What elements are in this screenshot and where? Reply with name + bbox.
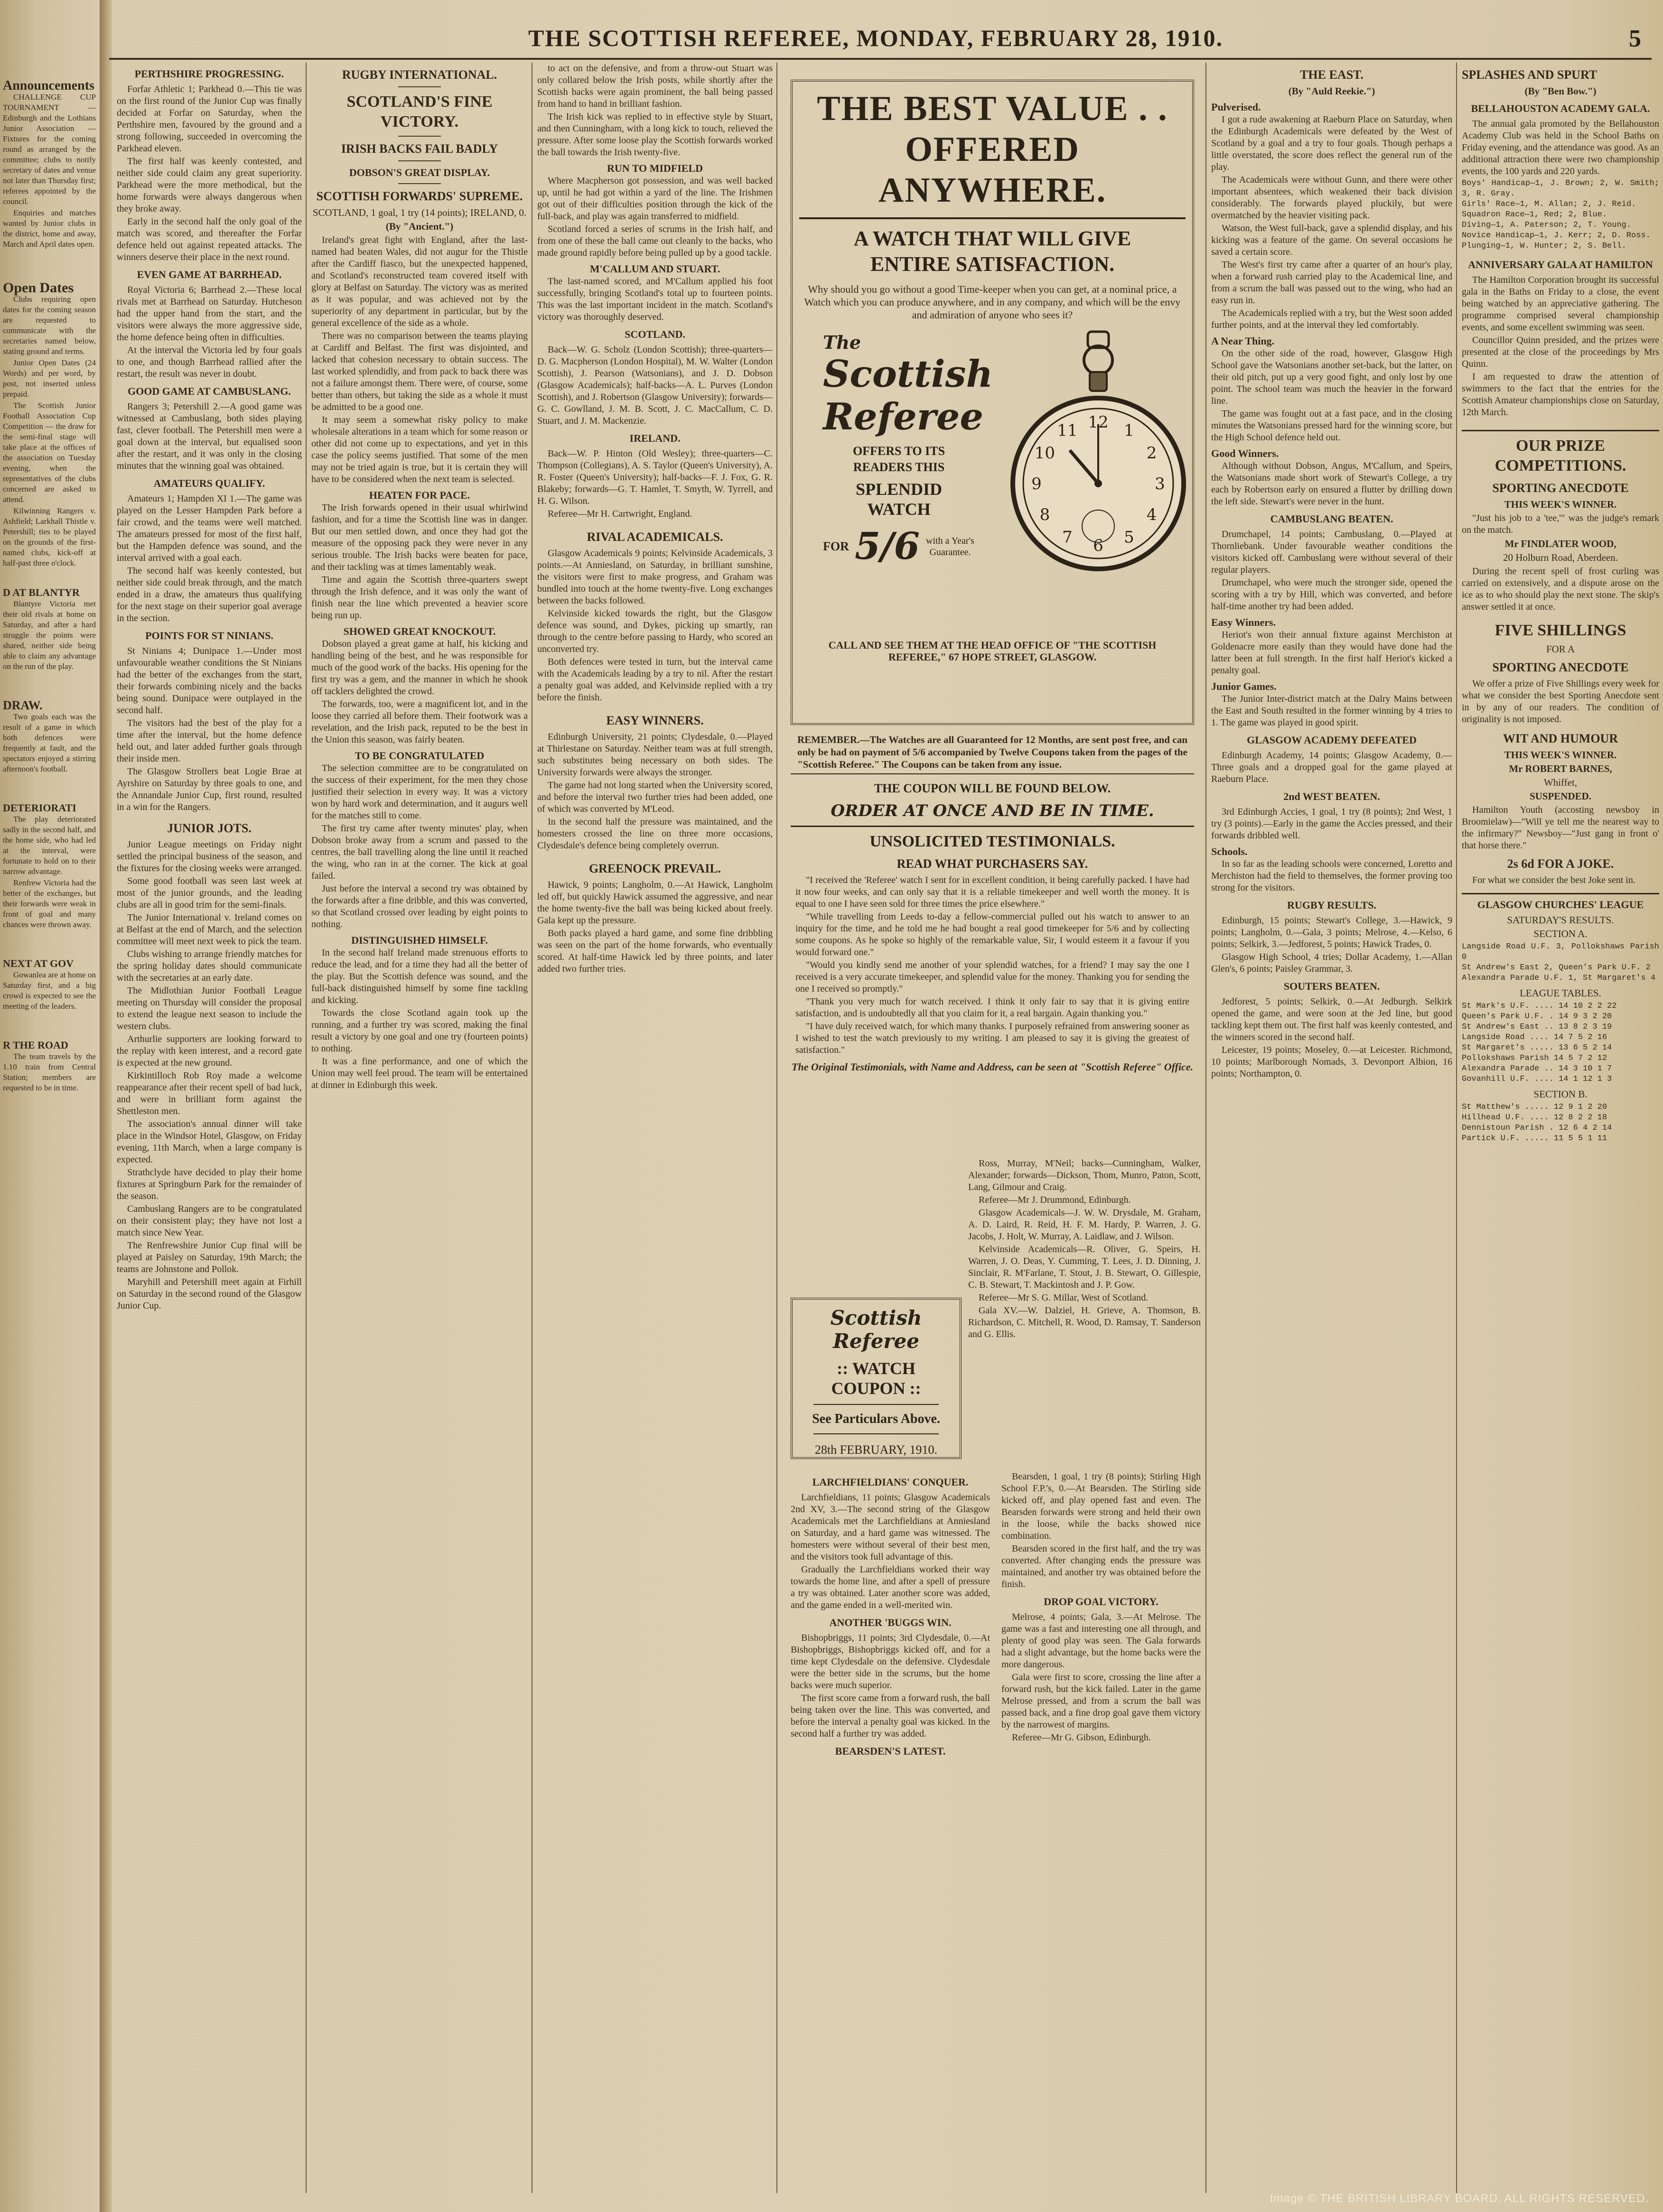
- side-distinguished: DISTINGUISHED HIMSELF.: [351, 934, 488, 946]
- ad-lead: Why should you go without a good Time-keeper when you can get, at a nominal price, a Watch which you can produce anywhere, and in any company, and which will be the envy and admiration of anyone who sees it?: [804, 283, 1181, 321]
- watch-advertisement: [791, 80, 1194, 725]
- ad-offers: OFFERS TO ITS READERS THIS: [852, 444, 945, 474]
- side-pulverised: Pulverised.: [1211, 101, 1261, 113]
- anecdote-winner-name: Mr FINDLATER WOOD,: [1504, 538, 1616, 549]
- wit-winner-name: Mr ROBERT BARNES,: [1509, 763, 1612, 774]
- heading-greenock-prevail: GREENOCK PREVAIL.: [589, 862, 721, 875]
- watch-numeral: 2: [1146, 444, 1157, 463]
- left-draw: DRAW.: [3, 698, 43, 712]
- left-open-dates: Open Dates: [3, 280, 74, 296]
- ad-brand: Scottish Referee: [823, 353, 993, 438]
- heading-wit-humour: WIT AND HUMOUR: [1503, 732, 1618, 745]
- watch-numeral: 12: [1088, 413, 1109, 432]
- heading-souters: SOUTERS BEATEN.: [1283, 980, 1380, 992]
- section-a-label: SECTION A.: [1533, 928, 1588, 939]
- watch-numeral: 11: [1057, 421, 1078, 440]
- ad-call: CALL AND SEE THEM AT THE HEAD OFFICE OF "THE SCOTTISH REFEREE," 67 HOPE STREET, GLASGOW.: [828, 639, 1157, 663]
- heading-forwards: SCOTTISH FORWARDS' SUPREME.: [316, 189, 523, 203]
- heading-buggs: ANOTHER 'BUGGS WIN.: [829, 1617, 952, 1628]
- pocket-watch-illustration: [1008, 327, 1188, 621]
- column-3: to act on the defensive, and from a throw-out Stuart was only collared below the Irish posts, while shortly after the Scottish backs were again prominent, the ball being passed from hand to hand in brilliant fashion. The Irish kick was replied to in effective style by Stuart, and then Cunningham, with a long kick to touch, relieved the pressure. After some loose play the Scottish forwards worked the ball towards the Irish twenty-five. RUN TO MIDFIELD Where Macpherson got possession, and was well backed up, until he had got within a yard of the line. The Irishmen got out of their difficulties position through the kick of the full-back, and play was again transferred to midfield. Scotland forced a series of scrums in the Irish half, and from one of these the ball came out cleanly to the backs, who made ground rapidly before being pulled up by a good tackle. M'CALLUM AND STUART. The last-named scored, and M'Callum applied his foot successfully, bringing Scotland's total up to fourteen points. This was the last important incident in the match. Scotland's victory was thoroughly deserved. SCOTLAND. Back—W. G. Scholz (London Scottish); three-quarters—D. G. Macpherson (London Hospital), M. W. Walter (London Scottish), J. Pearson (Watsonians), and J. D. Dobson (Glasgow Academicals); half-backs—A. L. Purves (London Scottish), and J. Robertson (Glasgow University); forwards—G. C. Gowlland, J. M. B. Scott, J. C. MacCallum, C. D. Stuart, and J. M. Mackenzie. IRELAND. Back—W. P. Hinton (Old Wesley); three-quarters—C. Thompson (Collegians), A. S. Taylor (Queen's University), A. R. Foster (Queen's University); half-backs—F. J. Fox, G. R. Blakeby; forwards—G. T. Hamlet, T. Smyth, W. Tyrrell, and H. G. Wilson. Referee—Mr H. Cartwright, England. RIVAL ACADEMICALS. Glasgow Academicals 9 points; Kelvinside Academicals, 3 points.—At Anniesland, on Saturday, in brilliant sunshine, the visitors were first to make progress, and Graham was bundled into touch at the home twenty-five. Long exchanges between the backs followed. Kelvinside kicked towards the right, but the Glasgow defence was sound, and Dykes, picking up smartly, ran through to the centre before passing to Hardy, who scored an unconverted try. Both defences were tested in turn, but the interval came with the Academicals leading by a try to nil. After the restart a penalty goal was added, and Kelvinside replied with a try before the finish. EASY WINNERS. Edinburgh University, 21 points; Clydesdale, 0.—Played at Thirlestane on Saturday. Neither team was at full strength, such substitutes being necessary on both sides. The University forwards were always the stronger. The game had not long started when the University scored, and before the interval two further tries had been added, one of which was converted by M'Leod. In the second half the pressure was maintained, and the homesters crossed the line on three more occasions, Clydesdale's defence being completely overrun. GREENOCK PREVAIL. Hawick, 9 points; Langholm, 0.—At Hawick, Langholm led off, but quickly Hawick assumed the aggressive, and near the home twenty-five the ball was being kicked about freely. Gala kept up the pressure. Both packs played a hard game, and some fine dribbling was seen on the part of the home forwards, who eventually scored. At half-time Hawick led by three points, and later added two further tries.: [537, 63, 773, 974]
- side-junior-games: Junior Games.: [1211, 680, 1277, 692]
- heading-churches-league: GLASGOW CHURCHES' LEAGUE: [1462, 893, 1659, 911]
- anecdote-winner-label: THIS WEEK'S WINNER.: [1504, 499, 1617, 510]
- heading-sporting-anecdote: SPORTING ANECDOTE: [1492, 481, 1629, 495]
- column-rule: [776, 63, 777, 2193]
- heading-rival-academicals: RIVAL ACADEMICALS.: [587, 530, 723, 544]
- masthead-rule: [109, 58, 1652, 60]
- heading-rule: [398, 160, 441, 161]
- left-roads: R THE ROAD: [3, 1039, 68, 1051]
- ad-remember: REMEMBER.—The Watches are all Guaranteed for 12 Months, are sent post free, and can only be had on payment of 5/6 accompanied by Twelve Coupons taken from the pages of the "Scottish Referee." The Coupons can be taken from any issue.: [791, 731, 1194, 774]
- page-number: 5: [1629, 25, 1642, 52]
- coupon-rule: [813, 1404, 939, 1405]
- heading-larchfield: LARCHFIELDIANS' CONQUER.: [812, 1476, 969, 1488]
- ad-rule: [799, 217, 1186, 219]
- side-schools: Schools.: [1211, 846, 1248, 857]
- heading-rule: [398, 86, 441, 87]
- left-next-at: NEXT AT GOV: [3, 957, 74, 969]
- heading-cambuslang-beaten: CAMBUSLANG BEATEN.: [1270, 513, 1393, 525]
- watch-numeral: 10: [1034, 444, 1056, 463]
- ad-for: FOR: [823, 539, 849, 553]
- coupon-title: :: WATCH COUPON ::: [831, 1359, 921, 1398]
- section-b-label: SECTION B.: [1533, 1088, 1588, 1100]
- heading-the-east: THE EAST.: [1300, 68, 1364, 82]
- binding-gutter: [100, 0, 112, 2212]
- masthead-title: THE SCOTTISH REFEREE, MONDAY, FEBRUARY 28, 1910.: [528, 25, 1223, 51]
- heading-rugby-international: RUGBY INTERNATIONAL.: [342, 68, 497, 82]
- heading-bearsden: BEARSDEN'S LATEST.: [835, 1745, 946, 1757]
- column-rule: [306, 63, 307, 2193]
- ad-rule: [791, 826, 1194, 827]
- heading-cambuslang: GOOD GAME AT CAMBUSLANG.: [128, 385, 291, 397]
- heading-rule: [398, 136, 441, 137]
- wit-winner-address: Whiffet,: [1543, 777, 1578, 788]
- heading-dobson: DOBSON'S GREAT DISPLAY.: [349, 167, 490, 178]
- heading-splashes: SPLASHES AND SPURT: [1462, 68, 1598, 82]
- watch-numeral: 5: [1124, 528, 1134, 547]
- heading-ninians: POINTS FOR ST NINIANS.: [145, 630, 273, 641]
- heading-anniversary-gala: ANNIVERSARY GALA AT HAMILTON: [1468, 259, 1653, 270]
- column-4-right: Ross, Murray, M'Neil; backs—Cunningham, Walker, Alexander; forwards—Dickson, Thom, Munro, Paton, Scott, Lang, Gilmour and Craig. Referee—Mr J. Drummond, Edinburgh. Glasgow Academicals—J. W. W. Drysdale, M. Graham, A. D. Laird, R. Reid, H. F. M. Hardy, P. Warren, J. G. Jacobs, J. Holt, W. Murray, A. Laidlaw, and J. Wilson. Kelvinside Academicals—R. Oliver, G. Speirs, H. Warren, J. O. Deas, Y. Cumming, T. Lees, J. D. Dinning, J. Sinclair, R. M'Farlane, T. Stout, J. B. Stewart, O. Gillespie, C. B. Stewart, T. Mackintosh and J. P. Gow. Referee—Mr S. G. Millar, West of Scotland. Gala XV.—W. Dalziel, H. Grieve, A. Thomson, B. Richardson, C. Mitchell, R. Wood, D. Ramsay, T. Sanderson and G. Ellis.: [968, 1158, 1201, 1339]
- ad-brand-the: The: [823, 332, 861, 353]
- side-easy-winners: Easy Winners.: [1211, 616, 1276, 628]
- byline-ancient: (By "Ancient."): [385, 221, 454, 232]
- ad-headline-4: ENTIRE SATISFACTION.: [870, 252, 1115, 276]
- watch-numeral: 3: [1155, 474, 1165, 493]
- heading-amateurs: AMATEURS QUALIFY.: [153, 477, 265, 489]
- byline-ben-bow: (By "Ben Bow."): [1524, 85, 1597, 97]
- heading-five-shillings: FIVE SHILLINGS: [1495, 622, 1626, 639]
- watch-coupon: [791, 1298, 962, 1459]
- ad-continued: [791, 731, 1194, 1073]
- heading-drop-goal: DROP GOAL VICTORY.: [1044, 1596, 1158, 1608]
- saturday-results-label: SATURDAY'S RESULTS.: [1507, 914, 1614, 926]
- coupon-date: 28th FEBRUARY, 1910.: [814, 1443, 938, 1457]
- watch-numeral: 7: [1062, 528, 1073, 547]
- ad-body: [799, 327, 1186, 635]
- league-table-a: St Mark's U.F. .... 14 10 2 2 22 Queen's Park U.F. . 14 9 3 2 20 St Andrew's East .. 13 8 2 3 19 Langside Road .... 14 7 5 2 16 St Margaret's ..... 13 6 5 2 14 Pollokshaws Parish 14 5 7 2 12 Alexandra Parade .. 14 3 10 1 7 Govanhill U.F. .... 14 1 12 1 3: [1462, 1002, 1617, 1084]
- league-tables-label: LEAGUE TABLES.: [1520, 987, 1601, 999]
- heading-irish-backs: IRISH BACKS FAIL BADLY: [341, 142, 498, 156]
- byline-auld-reekie: (By "Auld Reekie."): [1288, 85, 1375, 97]
- side-good-winners: Good Winners.: [1211, 447, 1279, 459]
- heading-2nd-west: 2nd WEST BEATEN.: [1283, 790, 1380, 802]
- heading-sporting-anecdote-2: SPORTING ANECDOTE: [1492, 660, 1629, 674]
- ad-guarantee: with a Year's Guarantee.: [926, 535, 974, 558]
- heading-scotland-victory: SCOTLAND'S FINE VICTORY.: [346, 93, 493, 130]
- anecdote-winner-address: 20 Holburn Road, Aberdeen.: [1503, 552, 1618, 563]
- heading-prize-competitions: OUR PRIZE COMPETITIONS.: [1462, 430, 1659, 476]
- column-6: SPLASHES AND SPURT (By "Ben Bow.") BELLAHOUSTON ACADEMY GALA. The annual gala promoted by the Bellahouston Academy Club was held in the School Baths on Friday evening, and the attendance was good. As an additional attraction there were two championship events, the 100 yards and 220 yards. Boys' Handicap—1, J. Brown; 2, W. Smith; 3, R. Gray. Girls' Race—1, M. Allan; 2, J. Reid. Squadron Race—1, Red; 2, Blue. Diving—1, A. Paterson; 2, T. Young. Novice Handicap—1, J. Kerr; 2, D. Ross. Plunging—1, W. Hunter; 2, S. Bell. ANNIVERSARY GALA AT HAMILTON The Hamilton Corporation brought its successful gala in the Baths on Friday to a close, the event being watched by an appreciative gathering. The programme comprised several championship events, and some excellent swimming was seen. Councillor Quinn presided, and the prizes were presented at the close of the proceedings by Mrs Quinn. I am requested to draw the attention of swimmers to the fact that the entries for the Scottish Amateur championships close on Saturday, 12th March. OUR PRIZE COMPETITIONS. SPORTING ANECDOTE THIS WEEK'S WINNER. "Just his job to a 'tee,'" was the judge's remark on the match. Mr FINDLATER WOOD, 20 Holburn Road, Aberdeen. During the recent spell of frost curling was carried on extensively, and a dispute arose on the ice as to who should play the next stone. The skip's answer settled it at once. FIVE SHILLINGS FOR A SPORTING ANECDOTE We offer a prize of Five Shillings every week for what we consider the best Sporting Anecdote sent in by any of our readers. The condition of originality is not imposed. WIT AND HUMOUR THIS WEEK'S WINNER. Mr ROBERT BARNES, Whiffet, SUSPENDED. Hamilton Youth (accosting newsboy in Broomielaw)—"Will ye tell me the nearest way to the infirmary?" Newsboy—"Just gang in front o' that horse there." 2s 6d FOR A JOKE. For what we consider the best Joke sent in. GLASGOW CHURCHES' LEAGUE SATURDAY'S RESULTS. SECTION A. Langside Road U.F. 3, Pollokshaws Parish 0 St Andrew's East 2, Queen's Park U.F. 2 Alexandra Parade U.F. 1, St Margaret's 4 LEAGUE TABLES. St Mark's U.F. .... 14 10 2 2 22 Queen's Park U.F. . 14 9 3 2 20 St Andrew's East .. 13 8 2 3 19 Langside Road .... 14 7 5 2 16 St Margaret's ..... 13 6 5 2 14 Pollokshaws Parish 14 5 7 2 12 Alexandra Parade .. 14 3 10 1 7 Govanhill U.F. .... 14 1 12 1 3 SECTION B. St Matthew's ..... 12 9 1 2 20 Hillhead U.F. .... 12 8 2 2 18 Dennistoun Parish . 12 6 4 2 14 Partick U.F. ..... 11 5 5 1 11: [1462, 68, 1659, 1143]
- heading-rule: [398, 183, 441, 184]
- left-deteriorated: DETERIORATI: [3, 802, 76, 814]
- side-beaten-pace: HEATEN FOR PACE.: [369, 489, 470, 501]
- ad-brand-block: [823, 332, 993, 568]
- ad-coupon-below: THE COUPON WILL BE FOUND BELOW.: [874, 781, 1111, 795]
- heading-rugby-results: RUGBY RESULTS.: [1287, 899, 1376, 911]
- ad-read: READ WHAT PURCHASERS SAY.: [897, 857, 1088, 871]
- column-rule: [532, 63, 533, 2193]
- heading-bellahouston: BELLAHOUSTON ACADEMY GALA.: [1471, 102, 1650, 114]
- side-knockout: SHOWED GREAT KNOCKOUT.: [343, 625, 496, 637]
- ad-price: 5/6: [854, 525, 920, 568]
- column-5: THE EAST. (By "Auld Reekie.") Pulverised. I got a rude awakening at Raeburn Place on Saturday, when the Edinburgh Academicals were defeated by the West of Scotland by a goal and a try to four goals. Though perhaps a little overstated, the score does reflect the general run of the play. The Academicals were without Gunn, and there were other important absentees, which weakened their back division considerably. The forwards played pluckily, but were overmatched by the heavier visiting pack. Watson, the West full-back, gave a splendid display, and his kicking was a feature of the game. On several occasions he saved a certain score. The West's first try came after a quarter of an hour's play, when a forward rush carried play to the Academical line, and from a scrum the ball was passed out to the wing, who had an easy run in. The Academicals replied with a try, but the West soon added further points, and at the interval they led comfortably. A Near Thing. On the other side of the road, however, Glasgow High School gave the Watsonians another set-back, but the latter, on their old pitch, put up a very good fight, and only lost by one point. The school team was much the heavier in the forward line. The game was fought out at a fast pace, and in the closing minutes the Watsonians pressed hard for the winning score, but the High School defence held out. Good Winners. Although without Dobson, Angus, M'Callum, and Speirs, the Watsonians made short work of Stewart's College, a try each by Robertson early on ensured a flutter by drilling down the left side. Stewart's were never in the hunt. CAMBUSLANG BEATEN. Drumchapel, 14 points; Cambuslang, 0.—Played at Thornliebank. Under favourable weather conditions the visitors kicked off. Cambuslang were without several of their regular players. Drumchapel, who were much the stronger side, opened the scoring with a try by Hill, which was converted, and before half-time another try had been added. Easy Winners. Heriot's won their annual fixture against Merchiston at Goldenacre more easily than they would have done had the latter been at full strength. In the first half Heriot's kicked a penalty goal. Junior Games. The Junior Inter-district match at the Dalry Mains between the East and South resulted in the former winning by 4 tries to 1. The game was played in good spirit. GLASGOW ACADEMY DEFEATED Edinburgh Academy, 14 points; Glasgow Academy, 0.—Three goals and a dropped goal for the game played at Raeburn Place. 2nd WEST BEATEN. 3rd Edinburgh Accies, 1 goal, 1 try (8 points); 2nd West, 1 try (3 points).—Early in the game the Accies pressed, and their forwards dribbled well. Schools. In so far as the leading schools were concerned, Loretto and Merchiston had the field to themselves, the former proving too strong for the visitors. RUGBY RESULTS. Edinburgh, 15 points; Stewart's College, 3.—Hawick, 9 points; Langholm, 0.—Gala, 3 points; Melrose, 4.—Kelso, 6 points; Selkirk, 3.—Jedforest, 5 points; Hawick Trades, 0. Glasgow High School, 4 tries; Dollar Academy, 1.—Allan Glen's, 6 points; Paisley Grammar, 3. SOUTERS BEATEN. Jedforest, 5 points; Selkirk, 0.—At Jedburgh. Selkirk opened the game, and were soon at the Jed line, but good tackling kept them out. The first half was keenly contested, and the winners scored in the second half. Leicester, 19 points; Moseley, 0.—at Leicester. Richmond, 10 points; Marlborough Nomads, 3. Devonport Albion, 16 points; Northampton, 0.: [1211, 68, 1452, 1079]
- column-rule: [1205, 63, 1206, 2193]
- heading-barrhead: EVEN GAME AT BARRHEAD.: [137, 269, 282, 280]
- churches-results: Langside Road U.F. 3, Pollokshaws Parish 0 St Andrew's East 2, Queen's Park U.F. 2 Alexandra Parade U.F. 1, St Margaret's 4: [1462, 942, 1659, 983]
- suspended-label: SUSPENDED.: [1529, 790, 1592, 802]
- left-blantyre: D AT BLANTYR: [3, 586, 80, 598]
- column-4-lower: LARCHFIELDIANS' CONQUER. Larchfieldians, 11 points; Glasgow Academicals 2nd XV, 3.—The second string of the Glasgow Academicals met the Larchfieldians at Anniesland on Saturday, and a hard game was witnessed. The homesters were without several of their best men, and the visitors took full advantage of this. Gradually the Larchfieldians worked their way towards the home line, and after a spell of pressure a try was obtained. Later another score was added, and the game ended in a well-merited win. ANOTHER 'BUGGS WIN. Bishopbriggs, 11 points; 3rd Clydesdale, 0.—At Bishopbriggs, Bishopbriggs kicked off, and for a time kept Clydesdale on the defensive. Clydesdale were the better side in the scrums, but the home backs were much superior. The first score came from a forward rush, the ball being taken over the line. This was converted, and before the interval a penalty goal was kicked. In the second half a further try was added. BEARSDEN'S LATEST. Bearsden, 1 goal, 1 try (8 points); Stirling High School F.P.'s, 0.—At Bearsden. The Stirling side kicked off, and play opened fast and even. The Bearsden forwards were strong and held their own in the loose, while the backs showed nice combination. Bearsden scored in the first half, and the try was converted. After changing ends the pressure was maintained, and another try was obtained before the finish. DROP GOAL VICTORY. Melrose, 4 points; Gala, 3.—At Melrose. The game was a fast and interesting one all through, and plenty of good play was seen. The Gala forwards had a slight advantage, but the home backs were the more dangerous. Gala were first to score, crossing the line after a forward rush, but the kick failed. Later in the game Melrose pressed, and from a scrum the ball was passed back, and a fine drop goal gave them victory by the narrowest of margins. Referee—Mr G. Gibson, Edinburgh.: [791, 1471, 1201, 1757]
- column-1: PERTHSHIRE PROGRESSING. Forfar Athletic 1; Parkhead 0.—This tie was on the first round of the Junior Cup was finally decided at Forfar on Saturday, when the Perthshire men, favoured by the ground and a strong following, succeeded in overcoming the Parkhead eleven. The first half was keenly contested, and neither side could claim any great superiority. Parkhead were the more methodical, but the home forwards were always dangerous when they broke away. Early in the second half the only goal of the match was scored, and thereafter the Forfar defence held out against repeated attacks. The winners deserve their place in the next round. EVEN GAME AT BARRHEAD. Royal Victoria 6; Barrhead 2.—These local rivals met at Barrhead on Saturday. Hutcheson had the upper hand from the start, and the visitors were always the more aggressive side, the home defence being often in difficulties. At the interval the Victoria led by four goals to one, and though Barrhead rallied after the restart, the result was never in doubt. GOOD GAME AT CAMBUSLANG. Rangers 3; Petershill 2.—A good game was witnessed at Cambuslang, both sides playing fast, clever football. The Petershill men were a goal down at the interval, but equalised soon after the restart, and it was only in the closing minutes that the winning goal was obtained. AMATEURS QUALIFY. Amateurs 1; Hampden XI 1.—The game was played on the Lesser Hampden Park before a fair crowd, and the teams were well matched. The amateurs pressed for most of the first half, but the Hampden defence was sound, and the interval arrived with a goal each. The second half was keenly contested, but neither side could break through, and the match ended in a draw, the amateurs thus qualifying for the next stage on their superior goal average in the section. POINTS FOR ST NINIANS. St Ninians 4; Dunipace 1.—Under most unfavourable weather conditions the St Ninians had the better of the exchanges from the start, their forwards combining nicely and the backs being sound. Dunipace were outplayed in the second half. The visitors had the best of the play for a time after the interval, but the home defence held out, and later added further goals through their inside men. The Glasgow Strollers beat Logie Brae at Ayrshire on Saturday by three goals to one, and the Annandale Junior Cup, first round, resulted in a win for the Rangers. JUNIOR JOTS. Junior League meetings on Friday night settled the principal business of the season, and the fixtures for the closing weeks were arranged. Some good football was seen last week at most of the junior grounds, and the leading clubs are all in good trim for the semi-finals. The Junior International v. Ireland comes on at Belfast at the end of March, and the selection committee will meet next week to pick the team. Clubs wishing to arrange friendly matches for the spring holiday dates should communicate with the secretaries at an early date. The Midlothian Junior Football League meeting on Thursday will consider the proposal to extend the league next season to include the western clubs. Arthurlie supporters are looking forward to the replay with keen interest, and a record gate is expected at the new ground. Kirkintilloch Rob Roy made a welcome reappearance after their recent spell of bad luck, and were in brilliant form against the Shettleston men. The association's annual dinner will take place in the Windsor Hotel, Glasgow, on Friday evening, 11th March, when a large company is expected. Strathclyde have decided to play their home fixtures at Springburn Park for the remainder of the season. Cambuslang Rangers are to be congratulated on their consistent play; they have not lost a match since New Year. The Renfrewshire Junior Cup final will be played at Paisley on Saturday, 19th March; the teams are Johnstone and Pollok. Maryhill and Petershill meet again at Firhill on Saturday in the second round of the Glasgow Junior Cup.: [117, 68, 302, 1311]
- side-mcallum: M'CALLUM AND STUART.: [589, 263, 720, 275]
- heading-perthshire: PERTHSHIRE PROGRESSING.: [134, 68, 284, 80]
- heading-junior-jots: JUNIOR JOTS.: [167, 821, 252, 835]
- masthead: [109, 19, 1642, 57]
- ad-testimonials: UNSOLICITED TESTIMONIALS.: [869, 833, 1115, 850]
- ad-price-row: [823, 525, 975, 568]
- ad-originals: The Original Testimonials, with Name and Address, can be seen at "Scottish Referee" Office.: [791, 1061, 1194, 1073]
- ad-headline-3: A WATCH THAT WILL GIVE: [853, 227, 1131, 250]
- match-score: SCOTLAND, 1 goal, 1 try (14 points); IRELAND, 0.: [312, 207, 527, 218]
- coupon-brand: Scottish Referee: [830, 1306, 922, 1353]
- watch-numeral: 1: [1124, 421, 1134, 440]
- watch-numeral: 6: [1093, 536, 1103, 555]
- column-rule: [1456, 63, 1457, 2193]
- ad-testimonial-list: "I received the 'Referee' watch I sent for in excellent condition, it being carefully packed. I have had it now four weeks, and can only say that it is a reliable timekeeper and well worth the money. It is equal to one I have seen sold for three times the price elsewhere." "While travelling from Leeds to-day a fellow-commercial pulled out his watch to answer to an inquiry for the time, and he told me he had bought a real good timekeeper for 5/6 and by collecting some coupons. As he spoke so highly of the remarkable value, Sir, I would esteem it a favour if you would forward one." "Would you kindly send me another of your splendid watches, for a friend? I may say the one I received is a very accurate timekeeper, and splendid value for the money. Thanking you for sending the one I received so promptly." "Thank you very much for watch received. I think it only fair to say that it is giving entire satisfaction, and is undoubtedly all that you claim for it, a real bargain. Again thanking you." "I have duly received watch, for which many thanks. I purposely refrained from answering sooner as I wished to test the watch previously to my writing. I am pleased to say it is giving the greatest of satisfaction.": [795, 875, 1189, 1055]
- league-table-b: St Matthew's ..... 12 9 1 2 20 Hillhead U.F. .... 12 8 2 2 18 Dennistoun Parish . 12 6 4 2 14 Partick U.F. ..... 11 5 5 1 11: [1462, 1103, 1612, 1143]
- ad-headline-1: THE BEST VALUE . .: [817, 89, 1168, 128]
- teams-scotland: SCOTLAND.: [625, 328, 685, 340]
- heading-joke-prize: 2s 6d FOR A JOKE.: [1507, 857, 1614, 871]
- column-2: RUGBY INTERNATIONAL. SCOTLAND'S FINE VICTORY. IRISH BACKS FAIL BADLY DOBSON'S GREAT DISPLAY. SCOTTISH FORWARDS' SUPREME. SCOTLAND, 1 goal, 1 try (14 points); IRELAND, 0. (By "Ancient.") Ireland's great fight with England, after the last-named had beaten Wales, did not augur for the Thistle after the Cardiff fiasco, but the unexpected happened, and Scotland's reconstructed team covered itself with glory at Belfast on Saturday. The victory was as merited as it was popular, and was achieved not by the superiority of any department in particular, but by the general excellence of the side as a whole. There was no comparison between the teams playing at Cardiff and Belfast. The first was disjointed, and lacked that cohesion necessary to obtain success. The last worked splendidly, and from pack to back there was not a failure amongst them. There were, of course, some better than others, but taking the side as a whole it must be admitted to be a good one. It may seem a somewhat risky policy to make wholesale alterations in a team which for some reason or other did not come up to expectations, and yet in this case the policy seems justified. That some of the men may not be tried again is true, but it is certain they will have to be considered when the next team is selected. HEATEN FOR PACE. The Irish forwards opened in their usual whirlwind fashion, and for a time the Scottish line was in danger. But our men settled down, and once they had got the measure of the opposing pack they were never in any serious trouble. The Irish backs were beaten for pace, and their tackling was at times lamentably weak. Time and again the Scottish three-quarters swept through the Irish defence, and it was only the want of finish near the line which prevented a heavier score being run up. SHOWED GREAT KNOCKOUT. Dobson played a great game at half, his kicking and handling being of the best, and he was responsible for much of the good work of the backs. His opening for the first try was a gem, and the manner in which he shook off tacklers delighted the crowd. The forwards, too, were a magnificent lot, and in the loose they carried all before them. Their footwork was a revelation, and the Irish pack, reputed to be the best in the Union this season, was fairly beaten. TO BE CONGRATULATED The selection committee are to be congratulated on the success of their experiment, for the men they chose justified their selection in every way. It was a victory won by hard work and determination, and it augurs well for the matches still to come. The first try came after twenty minutes' play, when Dobson broke away from a scrum and passed to the centres, the ball travelling along the line until it reached the wing, who ran in at the corner. The kick at goal failed. Just before the interval a second try was obtained by the forwards after a fine dribble, and this was converted, so that Scotland crossed over leading by eight points to nothing. DISTINGUISHED HIMSELF. In the second half Ireland made strenuous efforts to reduce the lead, and for a time they had all the better of the play. But the Scottish defence was sound, and the full-back distinguished himself by some fine tackling and kicking. Towards the close Scotland again took up the running, and a further try was scored, making the final result a victory by one goal and one try (fourteen points) to nothing. It was a fine performance, and one of which the Union may well feel proud. The team will be entertained at dinner in Edinburgh this week.: [311, 68, 528, 1090]
- gala-results: Boys' Handicap—1, J. Brown; 2, W. Smith; 3, R. Gray. Girls' Race—1, M. Allan; 2, J. Reid. Squadron Race—1, Red; 2, Blue. Diving—1, A. Paterson; 2, T. Young. Novice Handicap—1, J. Kerr; 2, D. Ross. Plunging—1, W. Hunter; 2, S. Bell.: [1462, 179, 1659, 251]
- copyright-credit: Image © THE BRITISH LIBRARY BOARD. ALL RIGHTS RESERVED.: [1270, 2192, 1649, 2205]
- ad-order: ORDER AT ONCE AND BE IN TIME.: [831, 801, 1154, 820]
- ad-headline-2: OFFERED ANYWHERE.: [878, 130, 1107, 210]
- left-announcements: Announcements: [3, 78, 94, 93]
- for-a-label: FOR A: [1546, 643, 1575, 655]
- left-page-edge: Announcements CHALLENGE CUP TOURNAMENT — Edinburgh and the Lothians Junior Association — Fixtures for the coming round as arranged by the committee; clubs to notify secretary of dates and venue not later than Thursday first; referees appointed by the council. Enquiries and matches wanted by Junior clubs in the district, home and away, March and April dates open. Open Dates Clubs requiring open dates for the coming season are requested to communicate with the secretaries named below, stating ground and terms. Junior Open Dates (24 Words) and per word, by post, not inserted unless prepaid. The Scottish Junior Football Association Cup Competition — the draw for the semi-final stage will take place at the offices of the association on Tuesday evening, when the representatives of the clubs concerned are asked to attend. Kilwinning Rangers v. Ashfield; Larkhall Thistle v. Petershill; ties to be played on the grounds of the first-named clubs, kick-off at half-past three o'clock. D AT BLANTYR Blantyre Victoria met their old rivals at home on Saturday, and after a hard struggle the points were shared, neither side being able to claim any advantage on the run of the play. DRAW. Two goals each was the result of a game in which both defences were frequently at fault, and the spectators enjoyed a stirring afternoon's football. DETERIORATI The play deteriorated sadly in the second half, and the home side, who had led at the interval, were fortunate to hold on to their narrow advantage. Renfrew Victoria had the better of the exchanges, but their forwards were weak in front of goal and many chances were thrown away. NEXT AT GOV Gowanlea are at home on Saturday first, and a big crowd is expected to see the meeting of the leaders. R THE ROAD The team travels by the 1.10 train from Central Station; members are requested to be in time.: [3, 78, 96, 1092]
- coupon-see: See Particulars Above.: [812, 1412, 940, 1426]
- heading-glasgow-academy: GLASGOW ACADEMY DEFEATED: [1247, 734, 1417, 746]
- side-near-thing: A Near Thing.: [1211, 335, 1275, 347]
- side-congratulated: TO BE CONGRATULATED: [355, 750, 485, 762]
- side-midfield: RUN TO MIDFIELD: [607, 162, 703, 174]
- ad-splendid: SPLENDID WATCH: [855, 480, 943, 519]
- wit-winner-label: THIS WEEK'S WINNER.: [1504, 749, 1617, 761]
- coupon-rule: [813, 1433, 939, 1434]
- teams-ireland: IRELAND.: [629, 432, 681, 444]
- watch-numeral: 9: [1031, 474, 1042, 493]
- watch-numeral: 4: [1146, 505, 1157, 524]
- heading-easy-winners: EASY WINNERS.: [606, 714, 704, 727]
- watch-numeral: 8: [1039, 505, 1050, 524]
